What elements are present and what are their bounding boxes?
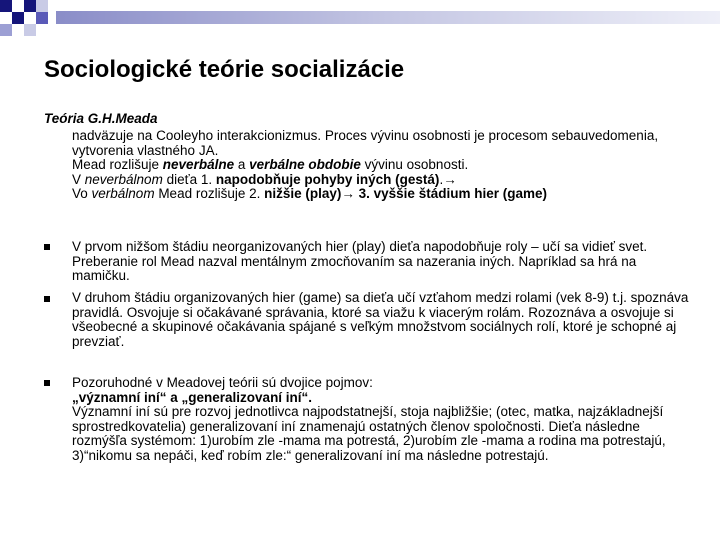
deco-square [12,12,24,24]
intro-line: Vo verbálnom Mead rozlišuje 2. nižšie (play)→ 3. vyššie štádium hier (game) [72,186,547,201]
header-decoration [0,0,720,40]
concepts-body: Významní iní sú pre rozvoj jednotlivca najpodstatnejší, stoja najbližšie; (otec, matka, najzákladnejší sprostredkovatelia) generalizovaní iní znamenajú ostatných členov spoločnosti. Dieťa následne rozmýšľa systémom: 1)urobím zle -mama ma potrestá, 2)urobím zle -mama a rodina ma potrestajú, 3)“nikomu sa nepáči, keď robím zle:“ generalizovaní iní ma následne potrestajú. [72,404,666,463]
deco-square [24,24,36,36]
deco-square [12,0,24,12]
bullet-concepts [72,376,692,463]
intro-paragraph [72,129,692,202]
concepts-terms: „významní iní“ a „generalizovaní iní“. [72,389,313,405]
intro-line: V neverbálnom dieťa 1. napodobňuje pohyby iných (gestá).→ [72,171,457,187]
section-heading: Teória G.H.Meada [44,111,158,126]
slide-title: Sociologické teórie socializácie [44,56,405,83]
intro-line: nadväzuje na Cooleyho interakcionizmus. Proces vývinu osobnosti je procesom sebauvedomenia, vytvorenia vlastného JA. [72,128,659,158]
deco-square [36,12,48,24]
intro-line: Mead rozlišuje neverbálne a verbálne obdobie vývinu osobnosti. [72,157,469,172]
deco-square [24,0,36,12]
bullet-icon [44,244,50,250]
deco-square [0,24,12,36]
bullet-icon [44,380,50,386]
bullet-text: V prvom nižšom štádiu neorganizovaných hier (play) dieťa napodobňuje roly – učí sa vidieť svet. Preberanie rol Mead nazval mentálnym zmocňovaním sa nazerania iných. Napríklad sa hrá na mamičku. [72,239,648,283]
bullet-text: V druhom štádiu organizovaných hier (game) sa dieťa učí vzťahom medzi rolami (vek 8-9) t.j. spoznáva pravidlá. Osvojuje si očakávané správania, ktoré sa viažu k viacerým rolám. Rozoznáva a osvojuje si všeobecné a skupinové očakávania spájané s veľkým množstvom sociálnych rolí, ktoré je schopné aj prevziať. [72,290,689,349]
deco-square [36,0,48,12]
concepts-intro: Pozoruhodné v Meadovej teórii sú dvojice pojmov: [72,375,373,390]
bullet-icon [44,296,50,302]
gradient-bar [56,11,720,24]
deco-square [0,0,12,12]
